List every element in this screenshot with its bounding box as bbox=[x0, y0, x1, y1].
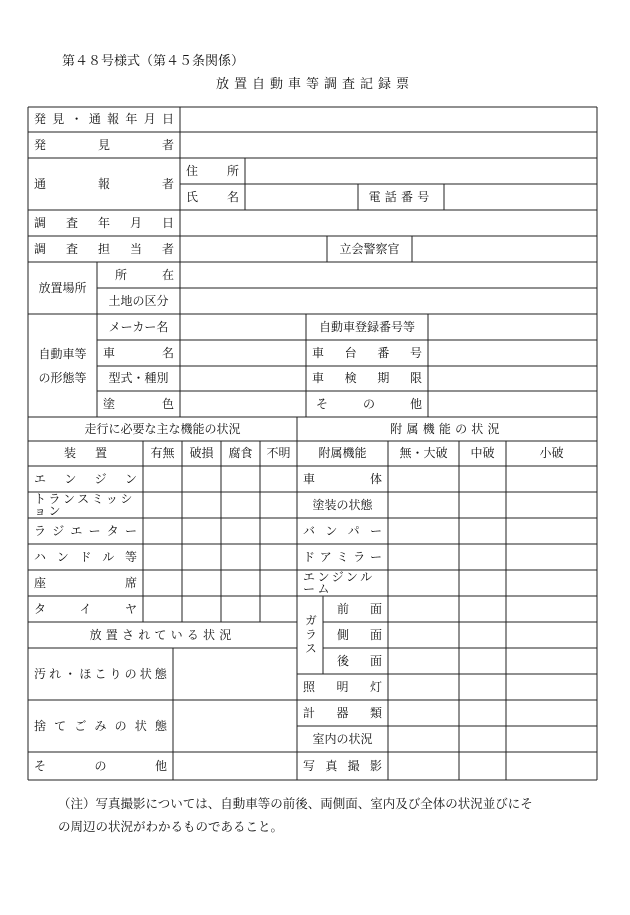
note-line-1: （注）写真撮影については、自動車等の前後、両側面、室内及び全体の状況並びにそ bbox=[58, 796, 533, 811]
label-paint: 塗 色 bbox=[103, 396, 174, 411]
col-none-major: 無・大破 bbox=[399, 446, 448, 460]
label-registration: 自動車登録番号等 bbox=[318, 319, 415, 334]
accessories-section-title-text: 附属機能の状況 bbox=[390, 421, 504, 436]
note-line-2: の周辺の状況がわかるものであること。 bbox=[58, 819, 284, 834]
label-surveyor: 調 査 担 当 者 bbox=[34, 241, 174, 256]
row-paint-condition: 塗装の状態 bbox=[312, 497, 373, 512]
label-phone bbox=[358, 184, 444, 210]
functions-section-title: 走行に必要な主な機能の状況 bbox=[84, 421, 241, 436]
col-medium: 中破 bbox=[470, 446, 495, 460]
label-dirt: 汚 れ ・ ほ こ り の 状 態 bbox=[34, 666, 167, 681]
row-gauges: 計 器 類 bbox=[303, 705, 382, 720]
field-paint[interactable] bbox=[180, 391, 306, 417]
form-number: 第４８号様式（第４５条関係） bbox=[62, 54, 245, 69]
row-glass-front: 前 面 bbox=[337, 601, 382, 616]
field-survey-date[interactable] bbox=[180, 210, 597, 236]
field-address[interactable] bbox=[245, 158, 597, 184]
label-name: 氏 名 bbox=[186, 189, 239, 204]
label-land-class: 土地の区分 bbox=[108, 293, 169, 308]
label-other: そ の 他 bbox=[316, 396, 422, 411]
col-presence: 有無 bbox=[150, 446, 175, 460]
row-engine-room: エンジンルーム bbox=[303, 570, 375, 596]
row-photo: 写 真 撮 影 bbox=[303, 758, 382, 773]
field-car-name[interactable] bbox=[180, 340, 306, 366]
label-vehicle-group bbox=[28, 314, 97, 417]
field-surveyor[interactable] bbox=[180, 236, 327, 262]
col-minor: 小破 bbox=[539, 446, 564, 460]
row-transmission: トランスミッション bbox=[34, 492, 135, 518]
label-maker: メーカー名 bbox=[108, 319, 169, 334]
label-location-group: 放置場所 bbox=[38, 280, 87, 295]
label-discoverer: 発 見 者 bbox=[34, 137, 174, 152]
label-glass: ガラス bbox=[303, 614, 318, 656]
row-body: 車 体 bbox=[303, 471, 382, 486]
col-accessory-function: 附属機能 bbox=[318, 446, 367, 460]
label-location: 所 在 bbox=[115, 267, 174, 282]
col-device: 装 置 bbox=[64, 446, 107, 460]
row-steering: ハ ン ド ル 等 bbox=[34, 549, 137, 564]
field-phone[interactable] bbox=[444, 184, 597, 210]
row-interior: 室内の状況 bbox=[312, 731, 373, 746]
field-other[interactable] bbox=[428, 391, 597, 417]
field-land-class[interactable] bbox=[180, 288, 597, 314]
field-maker[interactable] bbox=[180, 314, 306, 340]
field-model[interactable] bbox=[180, 366, 306, 391]
field-discovery-date[interactable] bbox=[180, 107, 597, 132]
field-trash[interactable] bbox=[173, 700, 297, 752]
row-tires: タ イ ヤ bbox=[34, 601, 137, 616]
left-status-section-title bbox=[28, 622, 297, 648]
row-bumper: バ ン パ ー bbox=[303, 523, 382, 538]
label-survey-date: 調 査 年 月 日 bbox=[34, 215, 174, 230]
row-seats: 座 席 bbox=[34, 575, 137, 590]
label-vehicle-group-line1: 自動車等 bbox=[38, 346, 87, 361]
row-radiator: ラ ジ エ ー タ ー bbox=[34, 523, 137, 538]
label-discovery-date: 発 見 ・ 通 報 年 月 日 bbox=[34, 112, 174, 126]
field-location[interactable] bbox=[180, 262, 597, 288]
field-police-officer[interactable] bbox=[412, 236, 597, 262]
label-police-officer: 立会警察官 bbox=[339, 241, 400, 256]
field-chassis-no[interactable] bbox=[428, 340, 597, 366]
row-door-mirror: ド ア ミ ラ ー bbox=[303, 549, 382, 564]
row-lights: 照 明 灯 bbox=[303, 679, 382, 694]
label-vehicle-group-line2: の形態等 bbox=[38, 370, 87, 385]
label-address: 住 所 bbox=[186, 163, 239, 178]
col-unknown: 不明 bbox=[266, 446, 291, 460]
left-status-section-title-text: 放置されている状況 bbox=[89, 627, 236, 642]
col-damage: 破損 bbox=[189, 446, 214, 460]
field-discoverer[interactable] bbox=[180, 132, 597, 158]
field-dirt[interactable] bbox=[173, 648, 297, 700]
field-status-other[interactable] bbox=[173, 752, 297, 780]
row-glass-side: 側 面 bbox=[337, 627, 382, 642]
label-inspection: 車 検 期 限 bbox=[312, 371, 422, 385]
accessories-section-title bbox=[297, 417, 597, 441]
field-name[interactable] bbox=[245, 184, 358, 210]
label-car-name: 車 名 bbox=[103, 345, 174, 360]
field-inspection[interactable] bbox=[428, 366, 597, 391]
label-status-other: そ の 他 bbox=[34, 758, 167, 773]
row-engine: エ ン ジ ン bbox=[34, 471, 137, 486]
col-corrosion: 腐食 bbox=[228, 446, 253, 460]
label-chassis-no: 車 台 番 号 bbox=[312, 345, 422, 360]
row-glass-rear: 後 面 bbox=[337, 653, 382, 668]
field-registration[interactable] bbox=[428, 314, 597, 340]
label-model: 型式・種別 bbox=[108, 371, 169, 385]
label-phone-text: 電話番号 bbox=[368, 189, 434, 204]
form-title: 放置自動車等調査記録票 bbox=[215, 77, 414, 92]
label-reporter: 通 報 者 bbox=[34, 176, 174, 191]
label-trash: 捨 て ご み の 状 態 bbox=[34, 718, 167, 733]
